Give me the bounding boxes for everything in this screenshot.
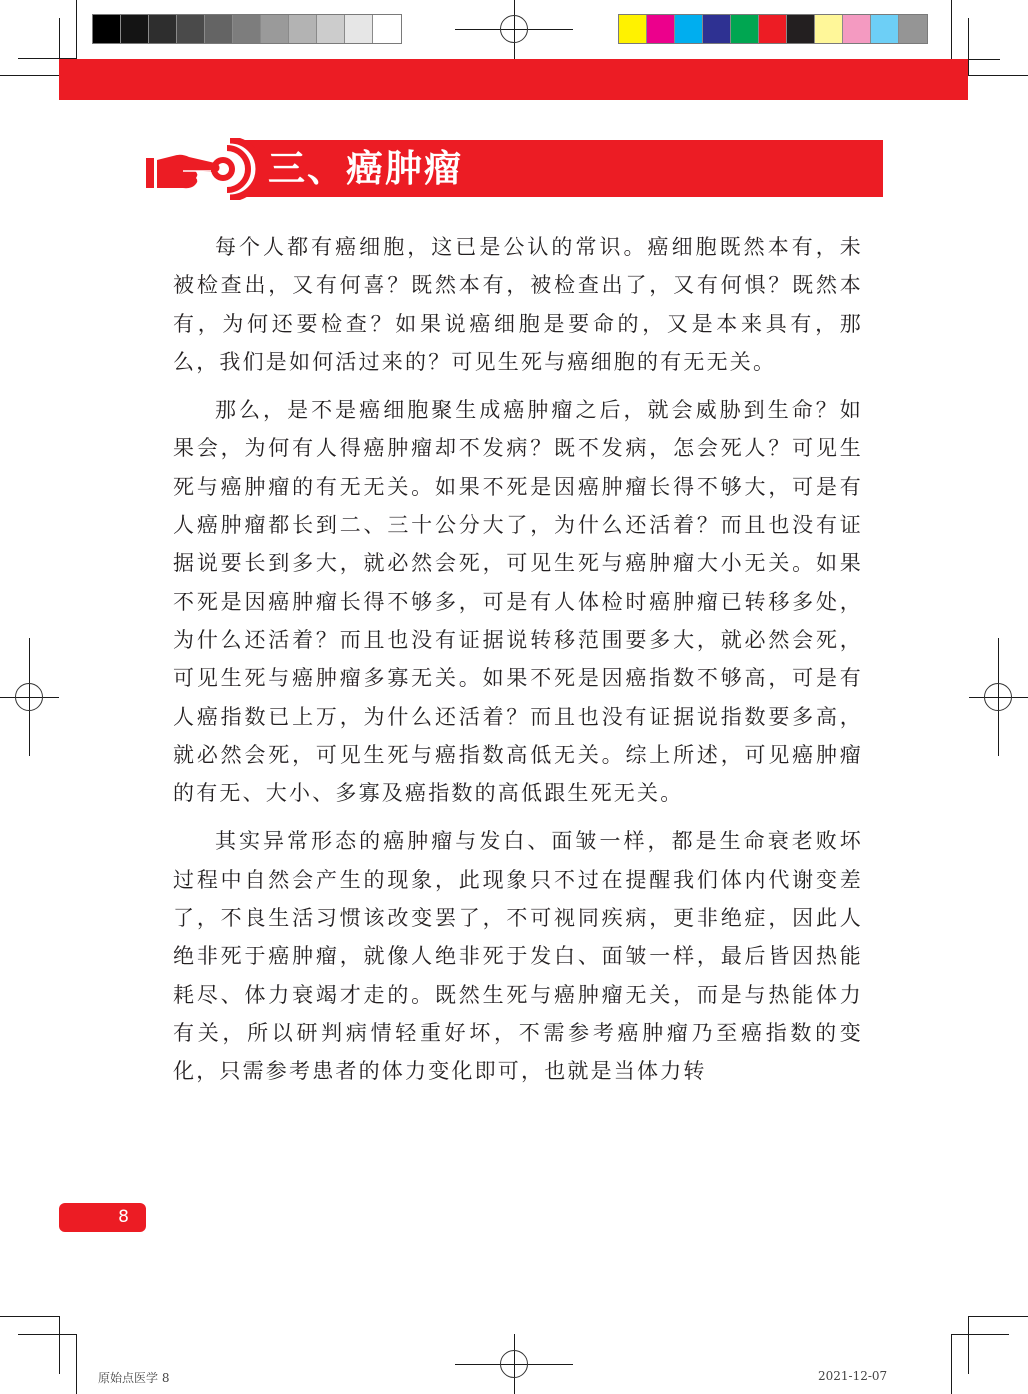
grayscale-calibration-bar xyxy=(92,14,402,44)
color-swatch xyxy=(121,15,149,43)
color-swatch xyxy=(703,15,731,43)
article-body xyxy=(173,228,863,1101)
color-swatch xyxy=(205,15,233,43)
color-swatch xyxy=(93,15,121,43)
paragraph: 每个人都有癌细胞，这已是公认的常识。癌细胞既然本有，未被检查出，又有何喜？既然本有，被检查出了，又有何惧？既然本有，为何还要检查？如果说癌细胞是要命的，又是本来具有，那么，我们是如何活过来的？可见生死与癌细胞的有无无关。 xyxy=(173,235,863,374)
color-swatch xyxy=(345,15,373,43)
paragraph: 那么，是不是癌细胞聚生成癌肿瘤之后，就会威胁到生命？如果会，为何有人得癌肿瘤却不发病？既不发病，怎会死人？可见生死与癌肿瘤的有无无关。如果不死是因癌肿瘤长得不够大，可是有人癌肿瘤都长到二、三十公分大了，为什么还活着？而且也没有证据说要长到多大，就必然会死，可见生死与癌肿瘤大小无关。如果不死是因癌肿瘤长得不够多，可是有人体检时癌肿瘤已转移多处，为什么还活着？而且也没有证据说转移范围要多大，就必然会死，可见生死与癌肿瘤多寡无关。如果不死是因癌指数不够高，可是有人癌指数已上万，为什么还活着？而且也没有证据说指数要多高，就必然会死，可见生死与癌指数高低无关。综上所述，可见癌肿瘤的有无、大小、多寡及癌指数的高低跟生死无关。 xyxy=(173,398,863,806)
color-swatch xyxy=(675,15,703,43)
color-swatch xyxy=(647,15,675,43)
section-title: 三、癌肿瘤 xyxy=(268,147,463,190)
color-calibration-bar xyxy=(618,14,928,44)
color-swatch xyxy=(317,15,345,43)
paragraph: 其实异常形态的癌肿瘤与发白、面皱一样，都是生命衰老败坏过程中自然会产生的现象，此现象只不过在提醒我们体内代谢变差了，不良生活习惯该改变罢了，不可视同疾病，更非绝症，因此人绝非死于癌肿瘤，就像人绝非死于发白、面皱一样，最后皆因热能耗尽、体力衰竭才走的。既然生死与癌肿瘤无关，而是与热能体力有关，所以研判病情轻重好坏，不需参考癌肿瘤乃至癌指数的变化，只需参考患者的体力变化即可，也就是当体力转 xyxy=(173,829,863,1084)
page-number-badge: 8 xyxy=(59,1203,146,1232)
color-swatch xyxy=(787,15,815,43)
header-band xyxy=(59,59,968,100)
color-swatch xyxy=(289,15,317,43)
color-swatch xyxy=(759,15,787,43)
footer-date: 2021-12-07 xyxy=(818,1369,888,1383)
color-swatch xyxy=(731,15,759,43)
color-swatch xyxy=(149,15,177,43)
pointing-hand-target-icon xyxy=(143,138,263,200)
color-swatch xyxy=(619,15,647,43)
color-swatch xyxy=(233,15,261,43)
footer-source: 原始点医学 8 xyxy=(98,1371,170,1385)
color-swatch xyxy=(899,15,927,43)
color-swatch xyxy=(177,15,205,43)
color-swatch xyxy=(261,15,289,43)
color-swatch xyxy=(843,15,871,43)
color-swatch xyxy=(871,15,899,43)
color-swatch xyxy=(815,15,843,43)
color-swatch xyxy=(373,15,401,43)
